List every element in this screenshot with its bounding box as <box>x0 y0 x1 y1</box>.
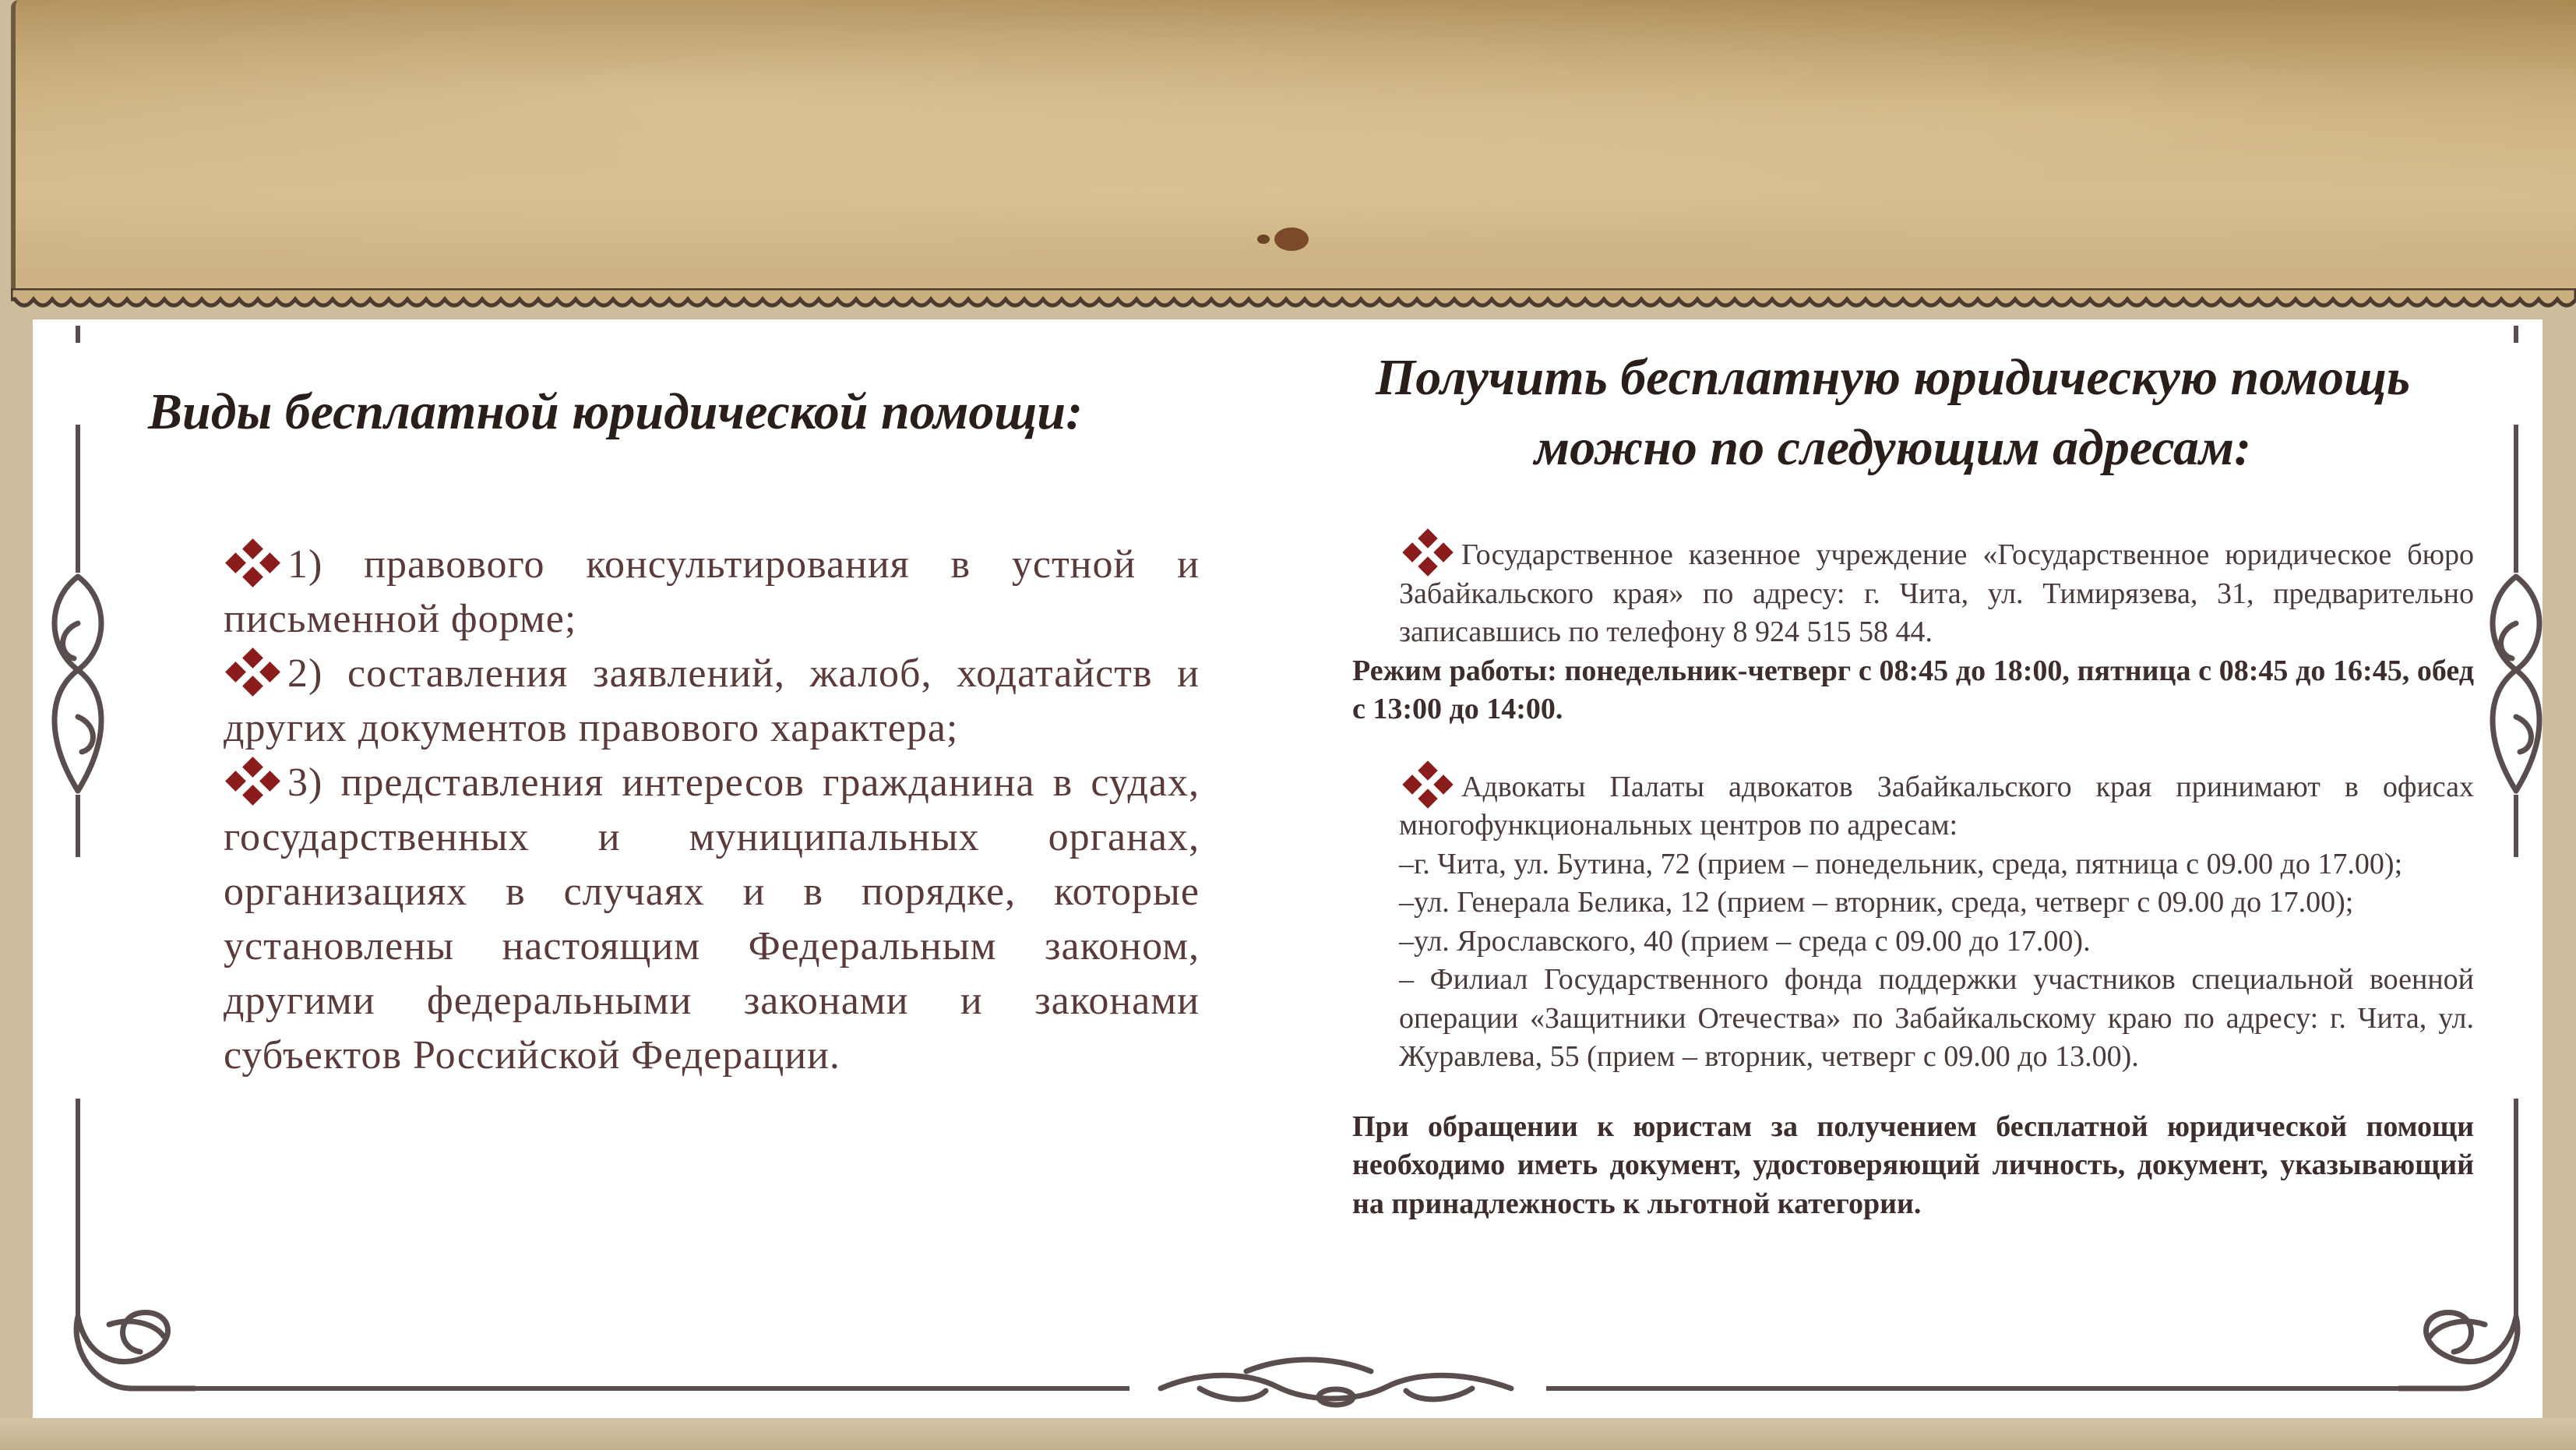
banner-scalloped-edge <box>11 288 2576 319</box>
legal-aid-types-list <box>224 538 1200 1083</box>
address-item: –ул. Генерала Белика, 12 (прием – вторник, среда, четверг с 09.00 до 17.00); <box>1399 886 2354 919</box>
list-item: 1) правового консультирования в устной и письменной форме; <box>224 538 1200 647</box>
list-item: 2) составления заявлений, жалоб, ходатайств и других документов правового характера; <box>224 647 1200 756</box>
lawyers-intro-paragraph: Адвокаты Палаты адвокатов Забайкальского края принимают в офисах многофункциональных центров по адресам: <box>1352 764 2474 845</box>
four-diamond-bullet-icon <box>224 758 283 802</box>
addresses-column <box>1352 531 2474 1223</box>
address-item: –г. Чита, ул. Бутина, 72 (прием – понедельник, среда, пятница с 09.00 до 17.00); <box>1399 847 2403 880</box>
footer-note: При обращении к юристам за получением бесплатной юридической помощи необходимо иметь документ, удостоверяющий личность, документ, указывающий на принадлежность к льготной категории. <box>1352 1110 2474 1220</box>
four-diamond-bullet-icon <box>224 649 283 693</box>
address-item: – Филиал Государственного фонда поддержки участников специальной военной операции «Защитники Отечества» по Забайкальскому краю по адресу: г. Чита, ул. Журавлева, 55 (прием – вторник, четверг с 09.00 до 13.00). <box>1399 963 2474 1073</box>
bureau-paragraph: Государственное казенное учреждение «Государственное юридическое бюро Забайкальского края» по адресу: г. Чита, ул. Тимирязева, 31, предварительно записавшись по телефону 8 924 515 58 44. <box>1352 531 2474 652</box>
four-diamond-bullet-icon <box>1399 531 1457 570</box>
parchment-banner <box>11 0 2576 299</box>
spacer <box>1352 1077 2474 1108</box>
schedule-paragraph: Режим работы: понедельник-четверг с 08:45 до 18:00, пятница с 08:45 до 16:45, обед с 13:00 до 14:00. <box>1352 654 2474 725</box>
parchment-bottom-edge <box>0 1418 2576 1450</box>
spacer <box>1352 729 2474 764</box>
banner-dot-ornament-icon <box>1256 226 1312 252</box>
list-item: 3) представления интересов гражданина в судах, государственных и муниципальных органах, организациях в случаях и в порядке, которые установлены настоящим Федеральным законом, другими федеральными законами и законами субъектов Российской Федерации. <box>224 756 1200 1083</box>
four-diamond-bullet-icon <box>1399 764 1457 803</box>
address-item: –ул. Ярославского, 40 (прием – среда с 09.00 до 17.00). <box>1399 924 2091 958</box>
right-heading: Получить бесплатную юридическую помощь можно по следующим адресам: <box>1375 349 2411 476</box>
left-heading: Виды бесплатной юридической помощи: <box>148 383 1084 440</box>
four-diamond-bullet-icon <box>224 540 283 584</box>
